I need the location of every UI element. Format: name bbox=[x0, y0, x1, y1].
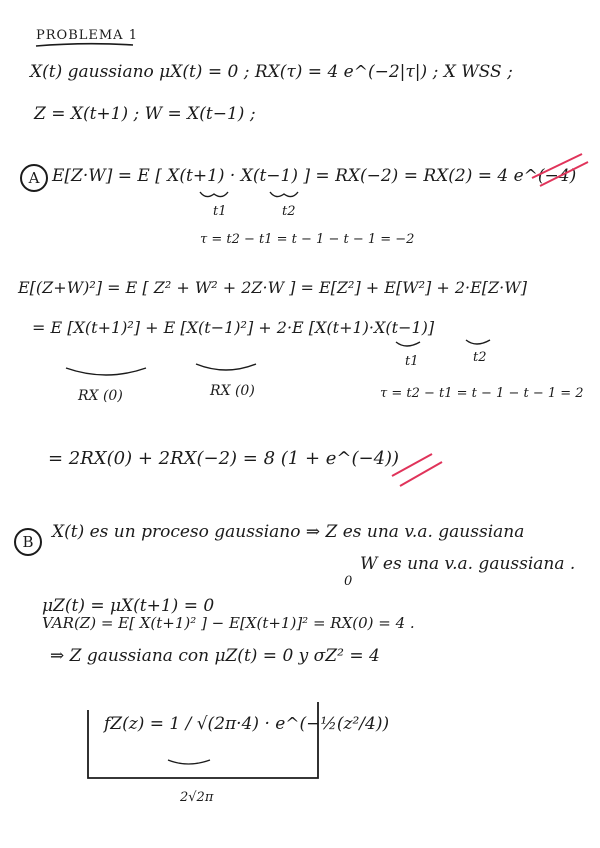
underbrace-t2b bbox=[466, 340, 490, 344]
part-a-eq1: E[Z·W] = E [ X(t+1) · X(t−1) ] = RX(−2) = RX(2) = 4 e^(−4) bbox=[52, 166, 577, 186]
part-a-rx0-left: RX (0) bbox=[78, 388, 123, 404]
underbrace-rx0-left bbox=[66, 368, 146, 375]
part-a-t2: t2 bbox=[282, 204, 296, 219]
part-b-zero: 0 bbox=[344, 574, 353, 589]
part-b-below: 2√2π bbox=[180, 790, 214, 805]
part-b-marker: B bbox=[14, 528, 42, 556]
underbrace-rx0-right bbox=[196, 364, 256, 370]
part-b-pdf: fZ(z) = 1 / √(2π·4) · e^(−½(z²/4)) bbox=[104, 714, 390, 734]
underbrace-sqrt bbox=[168, 760, 210, 764]
part-b-eq1b: W es una v.a. gaussiana . bbox=[360, 554, 576, 574]
part-b-eq3: VAR(Z) = E[ X(t+1)² ] − E[X(t+1)]² = RX(0) = 4 . bbox=[42, 614, 415, 632]
underbrace-t1b bbox=[396, 342, 420, 346]
underbrace-t2 bbox=[270, 192, 298, 197]
red-mark-4 bbox=[400, 462, 442, 486]
part-a-t2b: t2 bbox=[473, 350, 487, 365]
part-b-eq1: X(t) es un proceso gaussiano ⇒ Z es una v.a. gaussiana bbox=[52, 522, 525, 542]
part-b-eq2: μZ(t) = μX(t+1) = 0 bbox=[42, 596, 215, 616]
part-a-marker: A bbox=[20, 164, 48, 192]
problem-title: PROBLEMA 1 bbox=[36, 28, 138, 43]
part-a-t1: t1 bbox=[213, 204, 227, 219]
part-a-eq3: = E [X(t+1)²] + E [X(t−1)²] + 2·E [X(t+1)·X(t−1)] bbox=[32, 318, 435, 337]
part-a-result: = 2RX(0) + 2RX(−2) = 8 (1 + e^(−4)) bbox=[48, 448, 400, 469]
part-a-rx0-right: RX (0) bbox=[210, 383, 255, 399]
part-a-eq2: E[(Z+W)²] = E [ Z² + W² + 2Z·W ] = E[Z²] + E[W²] + 2·E[Z·W] bbox=[18, 278, 527, 297]
part-b-eq4: ⇒ Z gaussiana con μZ(t) = 0 y σZ² = 4 bbox=[50, 646, 380, 666]
header-line-2: Z = X(t+1) ; W = X(t−1) ; bbox=[34, 104, 256, 124]
underbrace-t1 bbox=[200, 192, 228, 197]
part-a-tau-2: τ = t2 − t1 = t − 1 − t − 1 = 2 bbox=[380, 386, 584, 401]
part-a-t1b: t1 bbox=[405, 354, 419, 369]
title-underline bbox=[36, 44, 133, 46]
part-a-tau: τ = t2 − t1 = t − 1 − t − 1 = −2 bbox=[200, 232, 415, 247]
header-line-1: X(t) gaussiano μX(t) = 0 ; RX(τ) = 4 e^(−2|τ|) ; X WSS ; bbox=[30, 62, 513, 82]
